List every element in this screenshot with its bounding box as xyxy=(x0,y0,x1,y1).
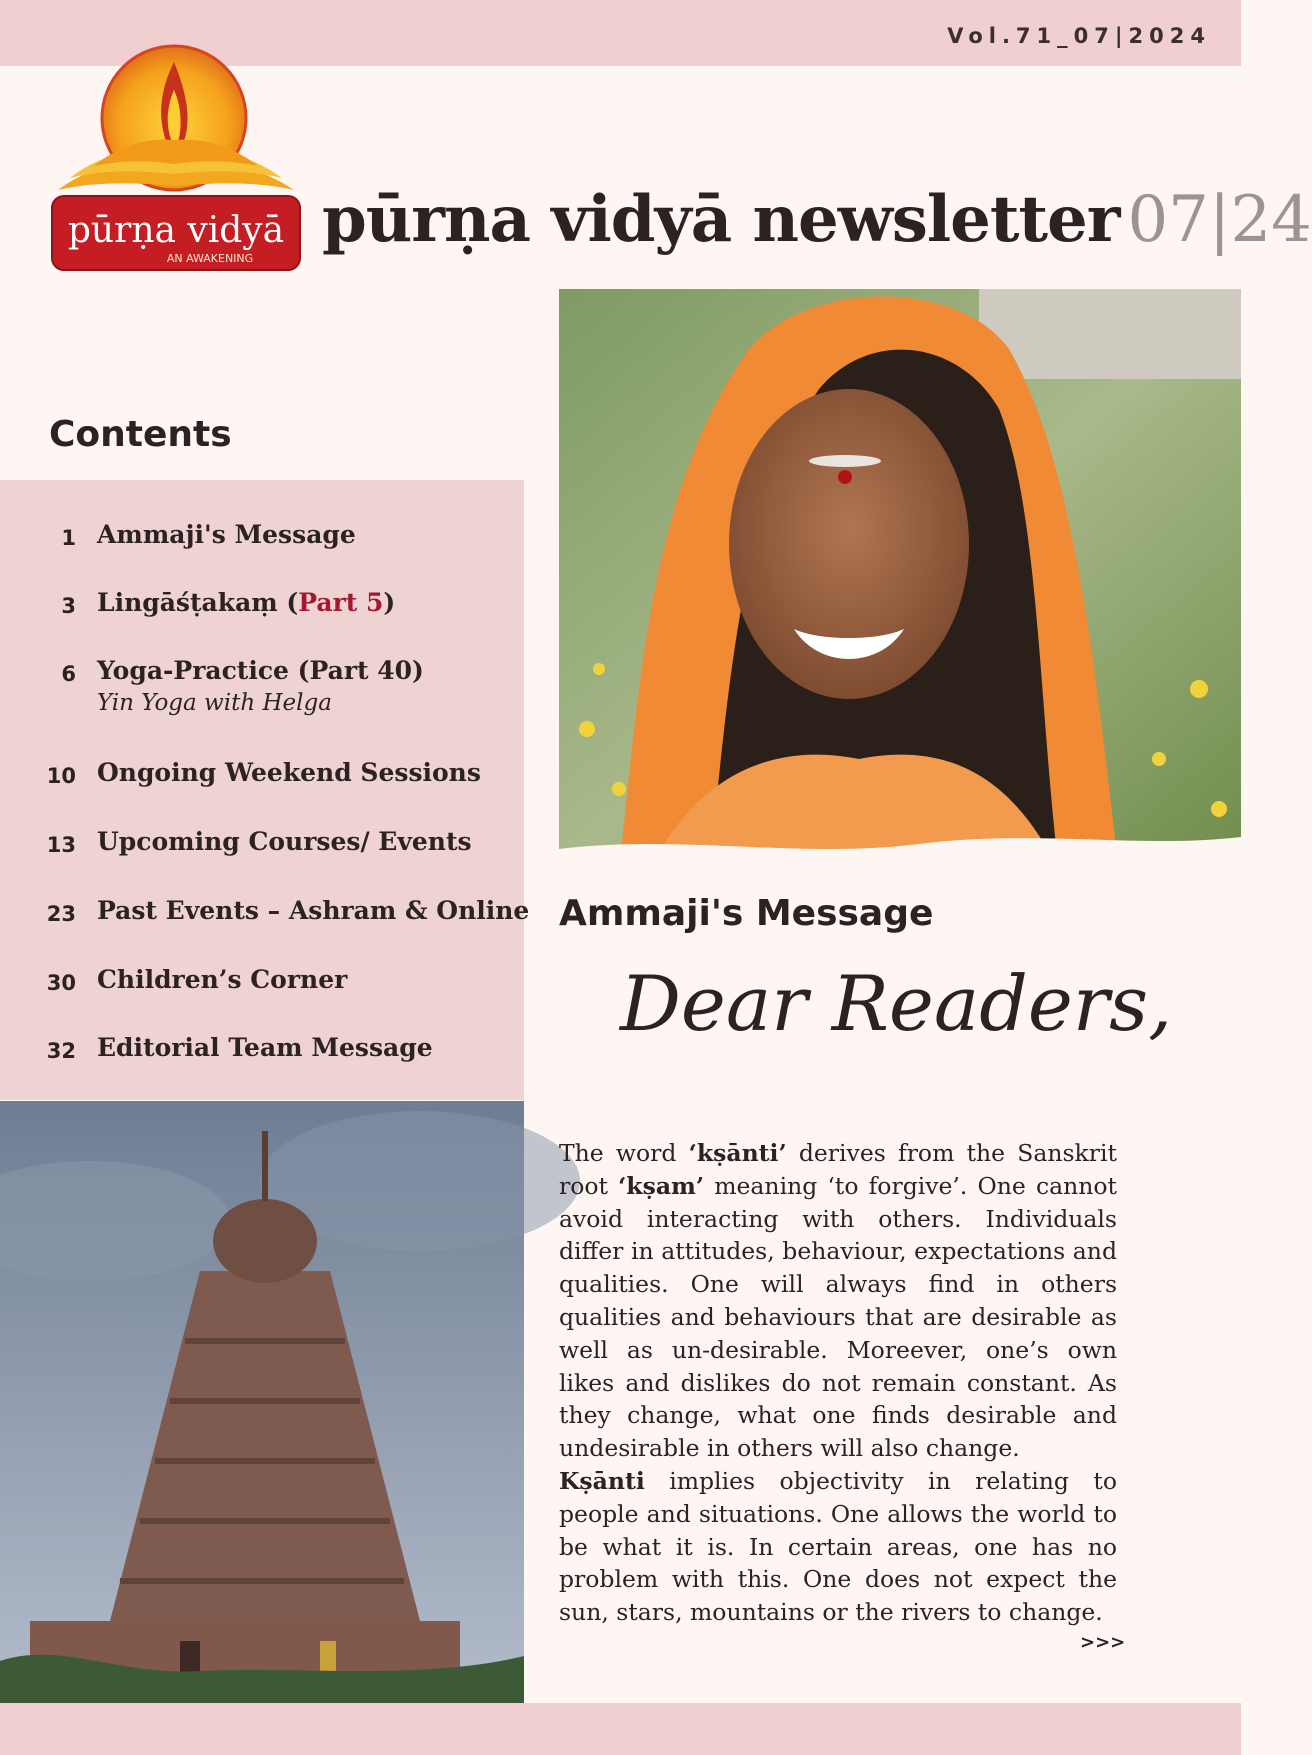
text-run: The word xyxy=(559,1139,689,1167)
term-ksanti: ‘kṣānti’ xyxy=(688,1139,787,1167)
toc-title: Yoga-Practice (Part 40) xyxy=(97,656,424,685)
message-body xyxy=(559,1137,1117,1629)
text-run: implies objectivity in relating to people and situations. One allows the world to be what it is. In certain areas, one has no problem with this. One does not expect the sun, stars, mountains or the rivers to change. xyxy=(559,1466,1117,1627)
toc-title: Upcoming Courses/ Events xyxy=(97,827,472,856)
term-ksam: ‘kṣam’ xyxy=(618,1171,705,1200)
logo-tagline: AN AWAKENING xyxy=(166,252,254,265)
contents-heading: Contents xyxy=(49,414,232,455)
toc-page-number: 10 xyxy=(46,764,76,788)
message-paragraph-1 xyxy=(559,1137,1117,1465)
temple-photo xyxy=(0,1101,524,1703)
toc-page-number: 23 xyxy=(46,902,76,926)
purna-vidya-logo xyxy=(50,42,302,274)
dear-readers-salutation xyxy=(620,938,1173,1088)
toc-page-number: 30 xyxy=(46,971,76,995)
term-ksanti-2: Kṣānti xyxy=(559,1466,645,1495)
toc-title-start: Lingāśṭakaṃ ( xyxy=(97,588,299,617)
salutation-text: Dear Readers, xyxy=(620,959,1173,1048)
issue-number: 07|24 xyxy=(1127,183,1312,257)
ammaji-photo xyxy=(559,289,1241,871)
toc-subtitle: Yin Yoga with Helga xyxy=(97,690,332,716)
title-main: pūrṇa vidyā newsletter xyxy=(322,182,1120,257)
continue-marker: >>> xyxy=(1080,1632,1126,1653)
message-heading: Ammaji's Message xyxy=(559,893,934,934)
table-of-contents xyxy=(0,480,530,1100)
toc-title: Ongoing Weekend Sessions xyxy=(97,758,481,787)
toc-title: Past Events – Ashram & Online xyxy=(97,896,530,925)
text-run: meaning ‘to forgive’. One cannot avoid interacting with others. Individuals differ in attitudes, behaviour, expectations and qualities. One will always find in others qualities and behaviours that are desirable as well as un-desirable. Moreever, one’s own likes and dislikes do not remain constant. As they change, what one finds desirable and undesirable in others will also change. xyxy=(559,1171,1117,1463)
toc-title: Ammaji's Message xyxy=(97,520,356,549)
toc-page-number: 6 xyxy=(61,662,76,686)
toc-page-number: 13 xyxy=(46,833,76,857)
toc-title xyxy=(97,588,395,617)
toc-page-number: 3 xyxy=(61,594,76,618)
text-run: derives from the Sanskrit root xyxy=(559,1139,1117,1200)
toc-page-number: 1 xyxy=(61,526,76,550)
toc-part-label: Part 5 xyxy=(298,588,384,617)
toc-title: Children’s Corner xyxy=(97,965,348,994)
newsletter-title xyxy=(322,182,1312,257)
message-paragraph-2 xyxy=(559,1465,1117,1629)
toc-title: Editorial Team Message xyxy=(97,1033,433,1062)
logo-text: pūrṇa vidyā xyxy=(67,210,285,251)
volume-label: Vol.71_07|2024 xyxy=(947,24,1211,48)
toc-title-end: ) xyxy=(383,588,396,617)
toc-page-number: 32 xyxy=(46,1039,76,1063)
bottom-band xyxy=(0,1703,1241,1755)
